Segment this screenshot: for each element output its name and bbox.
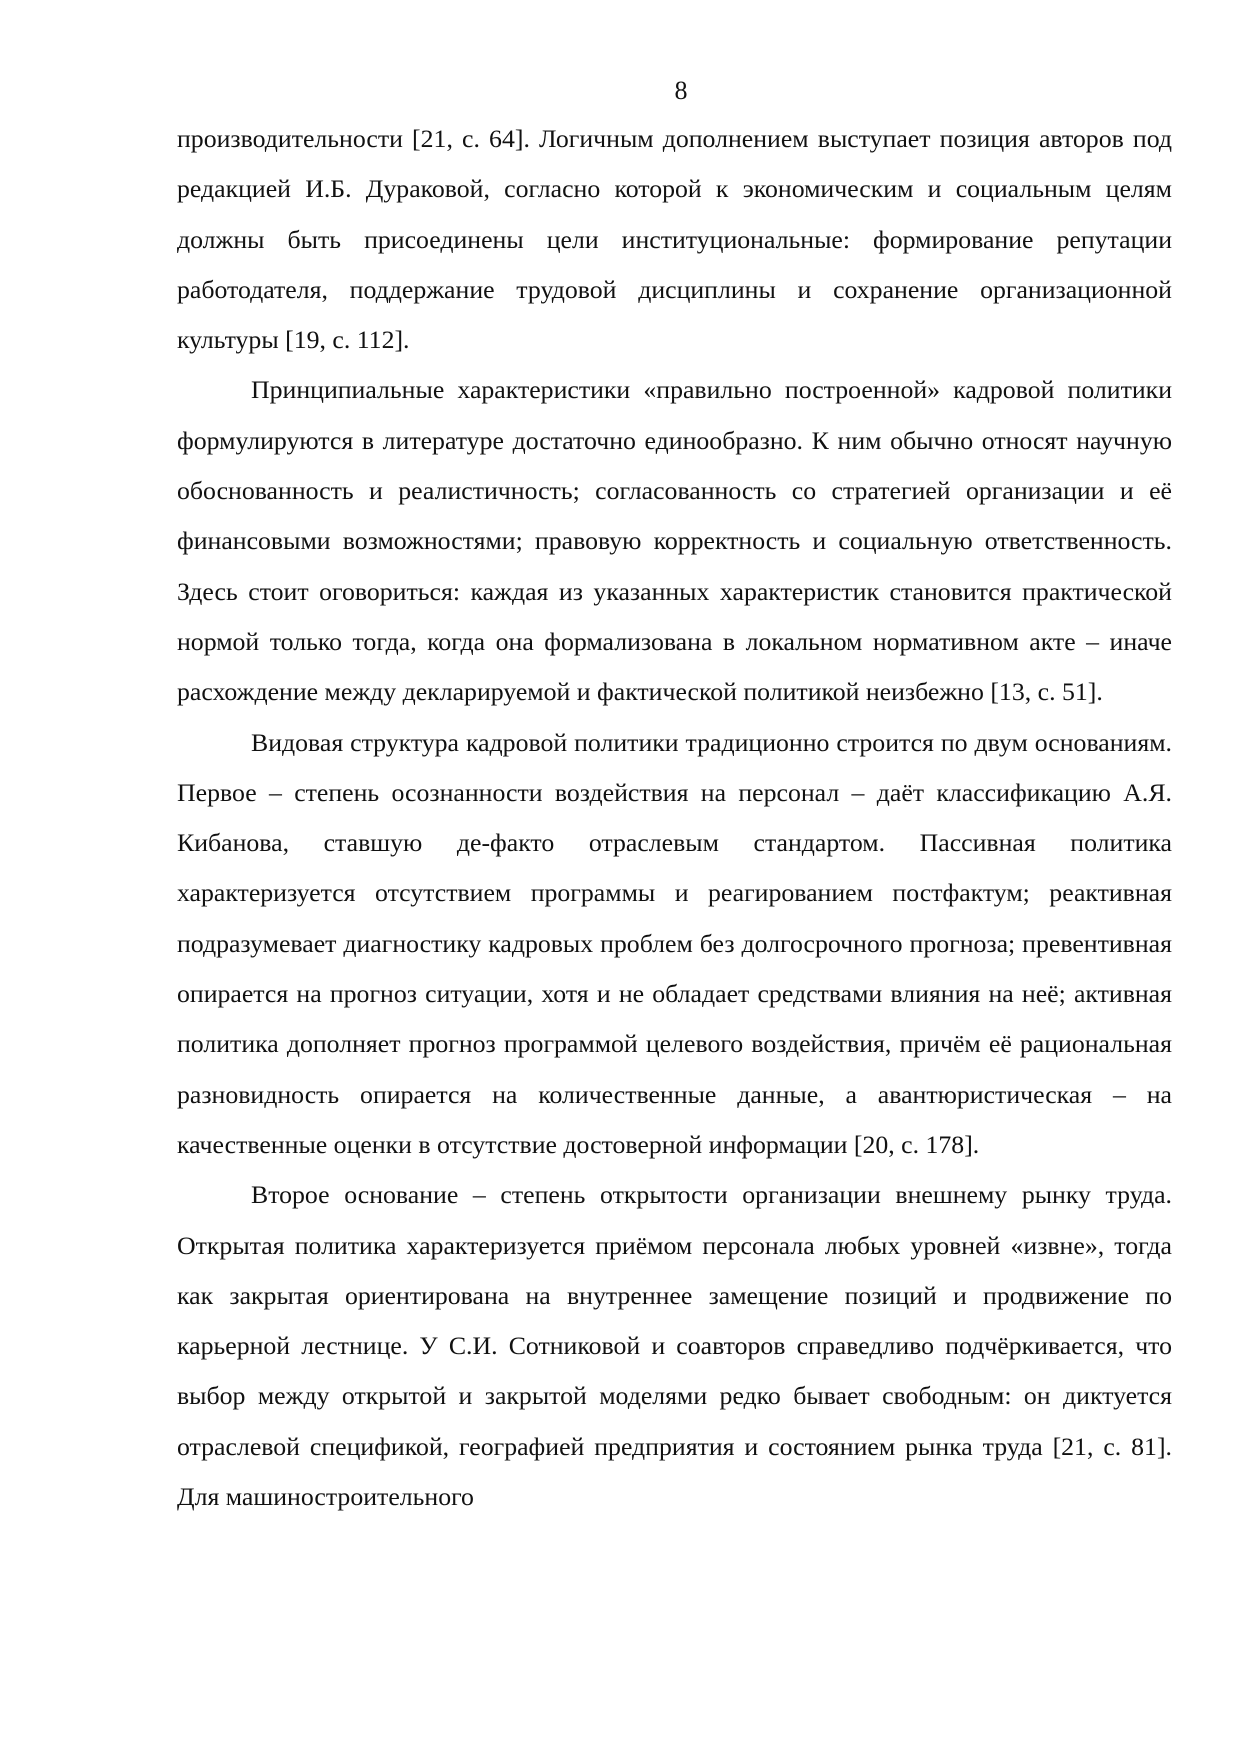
- page-number: 8: [674, 76, 688, 105]
- paragraph-continuation: производительности [21, с. 64]. Логичным дополнением выступает позиция авторов под редакцией И.Б. Дураковой, согласно которой к экономическим и социальным целям должны быть присоединены цели институциональные: формирование репутации работодателя, поддержание трудовой дисциплины и сохранение организационной культуры [19, с. 112].: [177, 124, 1172, 355]
- paragraph-openness: Второе основание – степень открытости организации внешнему рынку труда. Открытая политика характеризуется приёмом персонала любых уровней «извне», тогда как закрытая ориентирована на внутреннее замещение позиций и продвижение по карьерной лестнице. У С.И. Сотниковой и соавторов справедливо подчёркивается, что выбор между открытой и закрытой моделями редко бывает свободным: он диктуется отраслевой спецификой, географией предприятия и состоянием рынка труда [21, с. 81]. Для машиностроительного: [177, 1180, 1172, 1512]
- paragraph-characteristics: Принципиальные характеристики «правильно построенной» кадровой политики формулируются в литературе достаточно единообразно. К ним обычно относят научную обоснованность и реалистичность; согласованность со стратегией организации и её финансовыми возможностями; правовую корректность и социальную ответственность. Здесь стоит оговориться: каждая из указанных характеристик становится практической нормой только тогда, когда она формализована в локальном нормативном акте – иначе расхождение между декларируемой и фактической политикой неизбежно [13, с. 51].: [177, 375, 1172, 707]
- body-text: [177, 114, 1172, 1522]
- paragraph-policy-types: Видовая структура кадровой политики традиционно строится по двум основаниям. Первое – степень осознанности воздействия на персонал – даёт классификацию А.Я. Кибанова, ставшую де-факто отраслевым стандартом. Пассивная политика характеризуется отсутствием программы и реагированием постфактум; реактивная подразумевает диагностику кадровых проблем без долгосрочного прогноза; превентивная опирается на прогноз ситуации, хотя и не обладает средствами влияния на неё; активная политика дополняет прогноз программой целевого воздействия, причём её рациональная разновидность опирается на количественные данные, а авантюристическая – на качественные оценки в отсутствие достоверной информации [20, с. 178].: [177, 727, 1172, 1159]
